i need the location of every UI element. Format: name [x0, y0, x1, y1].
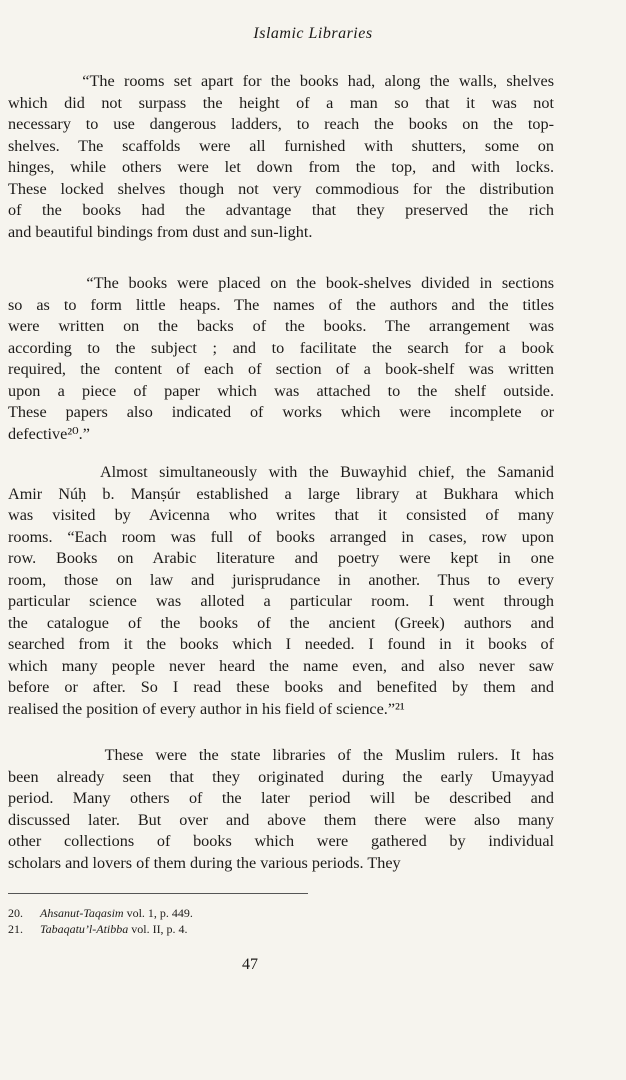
text-line: row. Books on Arabic literature and poetry were kept in one — [8, 549, 554, 567]
text-line: period. Many others of the later period will be described and — [8, 789, 554, 807]
text-line: These locked shelves though not very commodious for the distribution — [8, 179, 554, 198]
text-line: realised the position of every author in his field of science.”²¹ — [8, 699, 405, 718]
text-line: necessary to use dangerous ladders, to reach the books on the top- — [8, 115, 554, 133]
text-line: defective²⁰.” — [8, 424, 90, 443]
text-line: before or after. So I read these books and benefited by them and — [8, 678, 554, 696]
text-line: shelves. The scaffolds were all furnished with shutters, some on — [8, 136, 554, 155]
text-line: scholars and lovers of them during the various periods. They — [8, 853, 401, 872]
text-line: and beautiful bindings from dust and sun-light. — [8, 222, 313, 241]
footnote-reference: vol. II, p. 4. — [128, 922, 188, 936]
text-line: of the books had the advantage that they preserved the rich — [8, 201, 554, 219]
text-line: was visited by Avicenna who writes that it consisted of many — [8, 506, 554, 524]
text-line: the catalogue of the books of the ancient (Greek) authors and — [8, 613, 554, 632]
text-line: Amir Núḥ b. Manṣúr established a large library at Bukhara which — [8, 484, 554, 503]
text-line: according to the subject ; and to facilitate the search for a book — [8, 338, 554, 357]
text-line: so as to form little heaps. The names of the authors and the titles — [8, 295, 554, 314]
text-line: were written on the backs of the books. The arrangement was — [8, 317, 554, 335]
text-line: hinges, while others were let down from the top, and with locks. — [8, 158, 554, 176]
text-line: Almost simultaneously with the Buwayhid chief, the Samanid — [8, 463, 554, 481]
text-line: other collections of books which were gathered by individual — [8, 832, 554, 850]
text-line: which many people never heard the name even, and also never saw — [8, 656, 554, 675]
text-line: These papers also indicated of works which were incomplete or — [8, 403, 554, 421]
page-number: 47 — [242, 956, 258, 973]
paragraph-book-arrangement — [8, 273, 554, 445]
running-header: Islamic Libraries — [253, 25, 373, 42]
text-line: required, the content of each of section of a book-shelf was written — [8, 360, 554, 378]
text-line: room, those on law and jurisprudance in another. Thus to every — [8, 570, 554, 589]
text-line: discussed later. But over and above them there were also many — [8, 810, 554, 829]
footnote-21 — [8, 921, 188, 937]
footnote-number: 21. — [8, 922, 23, 936]
text-line: These were the state libraries of the Muslim rulers. It has — [8, 746, 554, 764]
footnote-title: Ahsanut-Taqasim — [40, 906, 124, 920]
text-line: searched from it the books which I needed. I found in it books of — [8, 635, 554, 653]
text-line: which did not surpass the height of a man so that it was not — [8, 93, 554, 112]
text-line: rooms. “Each room was full of books arranged in cases, row upon — [8, 527, 554, 546]
text-line: “The rooms set apart for the books had, along the walls, shelves — [8, 72, 554, 90]
text-line: “The books were placed on the book-shelves divided in sections — [8, 274, 554, 292]
footnote-title: Tabaqatu’l-Atibba — [40, 922, 129, 936]
text-line: particular science was alloted a particular room. I went through — [8, 592, 554, 610]
text-line: upon a piece of paper which was attached to the shelf outside. — [8, 381, 554, 400]
paragraph-samanid-library — [8, 462, 554, 720]
footnote-20 — [8, 905, 193, 921]
paragraph-rooms-shelves — [8, 71, 554, 243]
footnote-divider — [8, 893, 308, 894]
paragraph-state-libraries — [8, 745, 554, 874]
text-line: been already seen that they originated during the early Umayyad — [8, 767, 554, 786]
footnote-reference: vol. 1, p. 449. — [123, 906, 193, 920]
footnote-number: 20. — [8, 906, 23, 920]
